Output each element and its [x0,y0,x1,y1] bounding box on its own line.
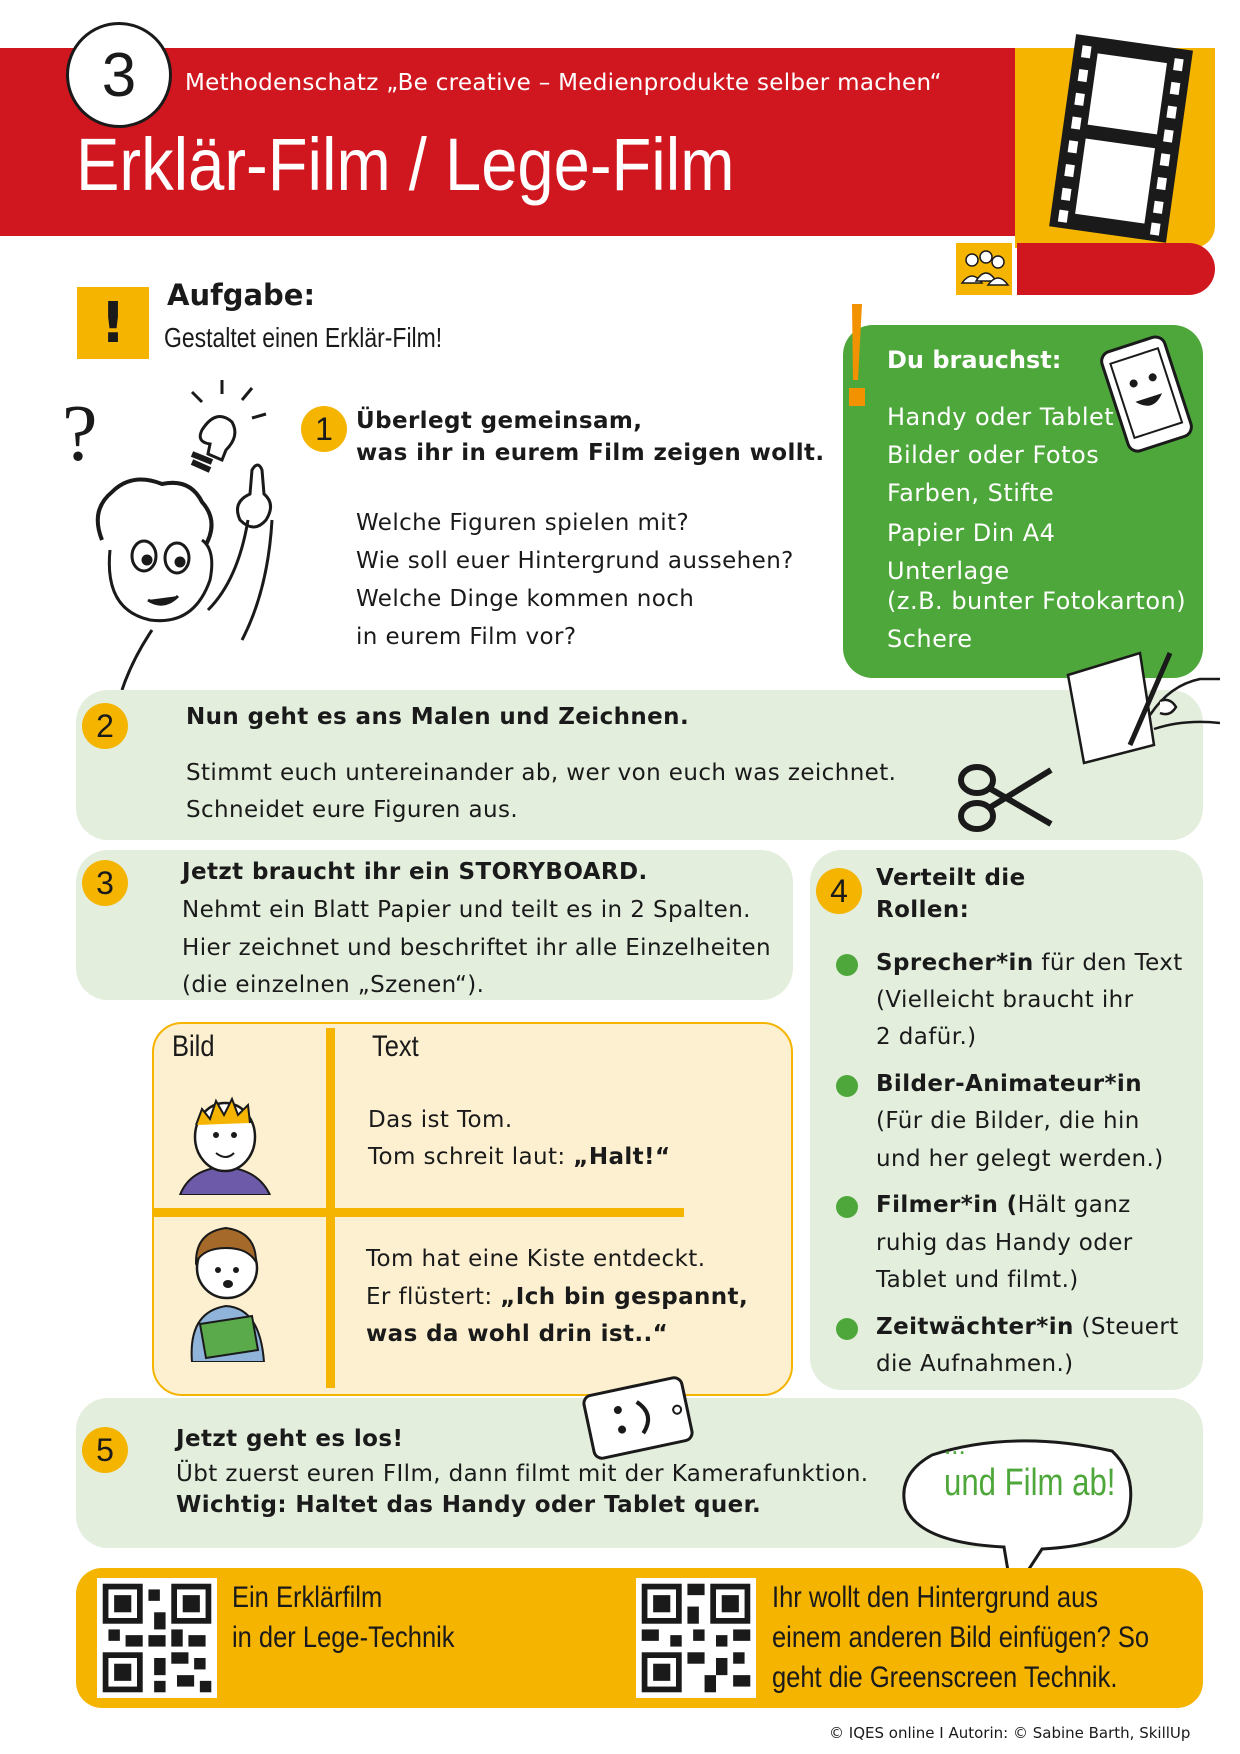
storyboard-col-text: Text [372,1030,419,1063]
bullet-icon [836,1075,858,1097]
step-3-line: Hier zeichnet und beschriftet ihr alle Einzelheiten [182,935,771,961]
role-desc: für den Text [1033,950,1183,976]
role-line: (Für die Bilder, die hin [876,1108,1140,1134]
qr-code-right[interactable] [636,1578,756,1698]
drawing-hand-illustration [1050,645,1220,765]
step-number: 4 [830,872,848,909]
role-line [876,1308,1179,1346]
step-number: 1 [315,410,333,447]
role-name: Filmer*in ( [876,1192,1018,1218]
step-1-title-line1: Überlegt gemeinsam, [356,408,643,434]
step-2-badge [82,703,128,749]
bullet-icon [836,1318,858,1340]
sheet-number-badge [66,22,172,128]
step-number: 2 [96,707,114,744]
role-name: Bilder-Animateur*in [876,1071,1142,1097]
role-desc: Hält ganz [1017,1192,1131,1218]
step-4-title-line2: Rollen: [876,897,970,923]
materials-item: Bilder oder Fotos [887,441,1100,469]
thinking-boy-illustration [52,380,307,690]
speech-bubble-text: und Film ab! [944,1462,1116,1504]
step-2-title: Nun geht es ans Malen und Zeichnen. [186,704,690,730]
speech-bubble-dots: ... [944,1430,966,1460]
step-1-line: Welche Figuren spielen mit? [356,510,690,536]
orange-exclamation-icon [840,300,870,410]
bullet-icon [836,1196,858,1218]
tom-with-box-illustration [172,1222,282,1362]
step-2-line: Stimmt euch untereinander ab, wer von euch was zeichnet. [186,760,897,786]
role-line: Tablet und filmt.) [876,1267,1079,1293]
role-line [876,1186,1131,1224]
role-desc: (Steuert [1073,1314,1179,1340]
header-subtitle: Methodenschatz „Be creative – Medienprodukte selber machen“ [185,70,942,96]
step-1-line: in eurem Film vor? [356,624,577,650]
qr-code-left[interactable] [97,1578,217,1698]
role-line: die Aufnahmen.) [876,1351,1074,1377]
step-1-line: Welche Dinge kommen noch [356,586,695,612]
step-1-line: Wie soll euer Hintergrund aussehen? [356,548,794,574]
group-work-icon [956,243,1012,295]
footer-right-line1[interactable]: Ihr wollt den Hintergrund aus [772,1581,1099,1614]
task-heading: Aufgabe: [167,278,316,312]
smiling-tablet-icon [1100,335,1200,455]
footer-left-line2[interactable]: in der Lege-Technik [232,1621,455,1654]
scene-1-line2 [368,1138,670,1176]
role-line: (Vielleicht braucht ihr [876,987,1134,1013]
step-4-title-line1: Verteilt die [876,865,1026,891]
role-line: ruhig das Handy oder [876,1230,1133,1256]
tablet-smiley-icon [582,1372,694,1464]
footer-right-line3[interactable]: geht die Greenscreen Technik. [772,1661,1118,1694]
step-5-line1: Übt zuerst euren FIlm, dann filmt mit der Kamerafunktion. [176,1461,869,1487]
filmstrip-icon [1030,28,1220,250]
materials-item: Farben, Stifte [887,479,1055,507]
storyboard-col-image: Bild [172,1030,215,1063]
bullet-icon [836,954,858,976]
footer-right-line2[interactable]: einem anderen Bild einfügen? So [772,1621,1150,1654]
role-name: Zeitwächter*in [876,1314,1074,1340]
materials-item: Schere [887,625,973,653]
step-1-badge [301,406,347,452]
scene-2-line2 [366,1278,748,1316]
exclamation-icon: ! [77,287,149,359]
scene-1-quote: „Halt!“ [573,1144,671,1170]
materials-item: Papier Din A4 [887,519,1056,547]
header-red-tab [1017,243,1215,295]
step-5-badge [82,1427,128,1473]
svg-text:?: ? [62,390,98,478]
tom-portrait-illustration [170,1085,280,1195]
materials-item: Handy oder Tablet [887,403,1115,431]
copyright-credit: © IQES online I Autorin: © Sabine Barth, SkillUp [829,1724,1191,1742]
scene-2-quote: „Ich bin gespannt, [500,1284,749,1310]
scene-2-text: Er flüstert: [366,1284,501,1310]
step-5-line2: Wichtig: Haltet das Handy oder Tablet quer. [176,1492,762,1518]
people-icon [956,243,1012,295]
materials-item: (z.B. bunter Fotokarton) [887,587,1187,615]
step-2-line: Schneidet eure Figuren aus. [186,797,519,823]
step-4-badge [816,868,862,914]
scene-2-line3: was da wohl drin ist..“ [366,1321,669,1347]
scene-1-line1: Das ist Tom. [368,1107,513,1133]
role-name: Sprecher*in [876,950,1034,976]
role-line [876,944,1183,982]
materials-item: Unterlage [887,557,1010,585]
sheet-number: 3 [101,40,137,110]
step-5-title: Jetzt geht es los! [176,1426,404,1452]
step-3-line: (die einzelnen „Szenen“). [182,972,485,998]
step-number: 5 [96,1431,114,1468]
footer-left-line1[interactable]: Ein Erklärfilm [232,1581,383,1614]
task-text: Gestaltet einen Erklär-Film! [164,322,443,353]
scene-1-text: Tom schreit laut: [368,1144,574,1170]
scissors-icon [955,760,1055,834]
role-line [876,1065,1142,1103]
step-3-line: Nehmt ein Blatt Papier und teilt es in 2 Spalten. [182,897,751,923]
storyboard-row-divider [154,1208,684,1217]
materials-title: Du brauchst: [887,346,1062,374]
role-line: 2 dafür.) [876,1024,977,1050]
role-line: und her gelegt werden.) [876,1146,1164,1172]
step-1-title-line2: was ihr in eurem Film zeigen wollt. [356,440,825,466]
step-number: 3 [96,864,114,901]
page-title: Erklär-Film / Lege-Film [76,123,735,206]
step-3-badge [82,860,128,906]
scene-2-line1: Tom hat eine Kiste entdeckt. [366,1246,706,1272]
step-3-title: Jetzt braucht ihr ein STORYBOARD. [182,859,648,885]
